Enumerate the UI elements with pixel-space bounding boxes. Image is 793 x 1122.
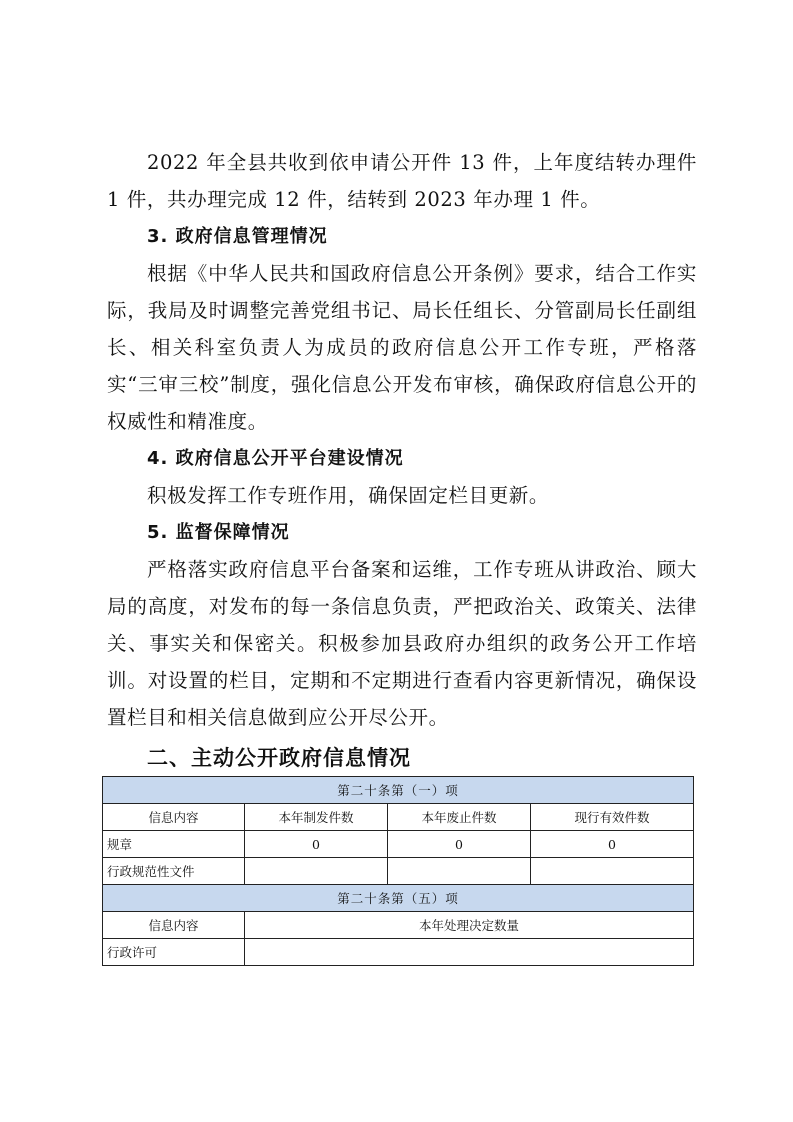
section-title: 二、主动公开政府信息情况 <box>147 746 411 770</box>
paragraph-platform-construction: 积极发挥工作专班作用，确保固定栏目更新。 <box>147 484 550 507</box>
disclosure-table <box>102 776 694 966</box>
heading-supervision: 5. 监督保障情况 <box>147 522 290 543</box>
column-header: 本年废止件数 <box>388 804 531 831</box>
table-column-row <box>103 912 694 939</box>
row-label: 行政许可 <box>103 939 245 966</box>
body-text <box>107 144 697 736</box>
table-cell <box>245 858 388 885</box>
column-header: 现行有效件数 <box>531 804 694 831</box>
table-cell <box>388 858 531 885</box>
paragraph-supervision: 严格落实政府信息平台备案和运维，工作专班从讲政治、顾大局的高度，对发布的每一条信息负责，严把政治关、政策关、法律关、事实关和保密关。积极参加县政府办组织的政务公开工作培训。对设置的栏目，定期和不定期进行查看内容更新情况，确保设置栏目和相关信息做到应公开尽公开。 <box>107 558 697 729</box>
table-cell: 0 <box>245 831 388 858</box>
column-header: 信息内容 <box>103 804 245 831</box>
heading-info-management: 3. 政府信息管理情况 <box>147 226 328 247</box>
table-cell: 0 <box>531 831 694 858</box>
table-section-header: 第二十条第（一）项 <box>103 777 694 804</box>
table-cell <box>245 939 694 966</box>
row-label: 行政规范性文件 <box>103 858 245 885</box>
column-header: 本年制发件数 <box>245 804 388 831</box>
table-row <box>103 831 694 858</box>
column-header: 本年处理决定数量 <box>245 912 694 939</box>
table-cell <box>531 858 694 885</box>
table-header-row-article-1 <box>103 777 694 804</box>
paragraph-info-management: 根据《中华人民共和国政府信息公开条例》要求，结合工作实际，我局及时调整完善党组书记、局长任组长、分管副局长任副组长、相关科室负责人为成员的政府信息公开工作专班，严格落实“三审三校”制度，强化信息公开发布审核，确保政府信息公开的权威性和精准度。 <box>107 262 697 433</box>
heading-platform-construction: 4. 政府信息公开平台建设情况 <box>147 448 404 469</box>
table-header-row-article-5 <box>103 885 694 912</box>
table-row <box>103 939 694 966</box>
table-cell: 0 <box>388 831 531 858</box>
column-header: 信息内容 <box>103 912 245 939</box>
table-row <box>103 858 694 885</box>
paragraph-application-stats: 2022 年全县共收到依申请公开件 13 件，上年度结转办理件 1 件，共办理完成 12 件，结转到 2023 年办理 1 件。 <box>107 151 697 211</box>
row-label: 规章 <box>103 831 245 858</box>
table-column-row <box>103 804 694 831</box>
table-section-header: 第二十条第（五）项 <box>103 885 694 912</box>
